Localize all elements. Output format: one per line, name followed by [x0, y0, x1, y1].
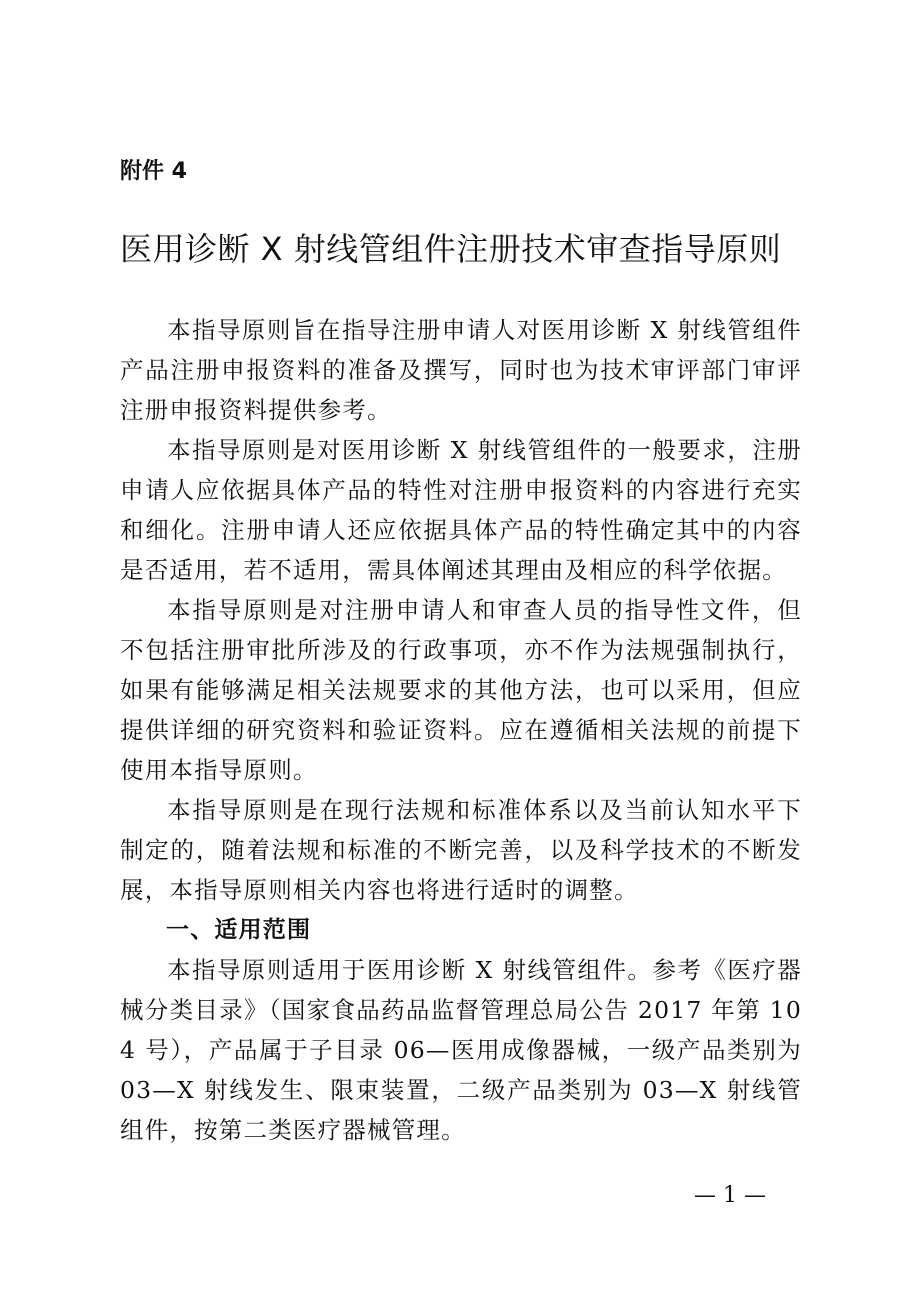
- paragraph-purpose: 本指导原则旨在指导注册申请人对医用诊断 X 射线管组件产品注册申报资料的准备及撰写，同时也为技术审评部门审评注册申报资料提供参考。: [120, 316, 802, 424]
- attachment-label: 附件 4: [120, 159, 187, 184]
- section-heading-scope: 一、适用范围: [166, 917, 312, 943]
- document-body: [120, 310, 802, 1150]
- paragraph-scope: 本指导原则适用于医用诊断 X 射线管组件。参考《医疗器械分类目录》（国家食品药品监督管理总局公告 2017 年第 104 号），产品属于子目录 06—医用成像器械，一级产品类别为 03—X 射线发生、限束装置，二级产品类别为 03—X 射线管组件，按第二类医疗器械管理。: [120, 956, 802, 1144]
- paragraph-general-requirements: 本指导原则是对医用诊断 X 射线管组件的一般要求，注册申请人应依据具体产品的特性对注册申报资料的内容进行充实和细化。注册申请人还应依据具体产品的特性确定其中的内容是否适用，若不适用，需具体阐述其理由及相应的科学依据。: [120, 436, 802, 584]
- document-title: 医用诊断 X 射线管组件注册技术审查指导原则: [120, 230, 782, 268]
- paragraph-adjustment: 本指导原则是在现行法规和标准体系以及当前认知水平下制定的，随着法规和标准的不断完善，以及科学技术的不断发展，本指导原则相关内容也将进行适时的调整。: [120, 796, 802, 904]
- page-number: — 1 —: [694, 1183, 766, 1208]
- paragraph-guidance-nature: 本指导原则是对注册申请人和审查人员的指导性文件，但不包括注册审批所涉及的行政事项，亦不作为法规强制执行，如果有能够满足相关法规要求的其他方法，也可以采用，但应提供详细的研究资料和验证资料。应在遵循相关法规的前提下使用本指导原则。: [120, 596, 802, 784]
